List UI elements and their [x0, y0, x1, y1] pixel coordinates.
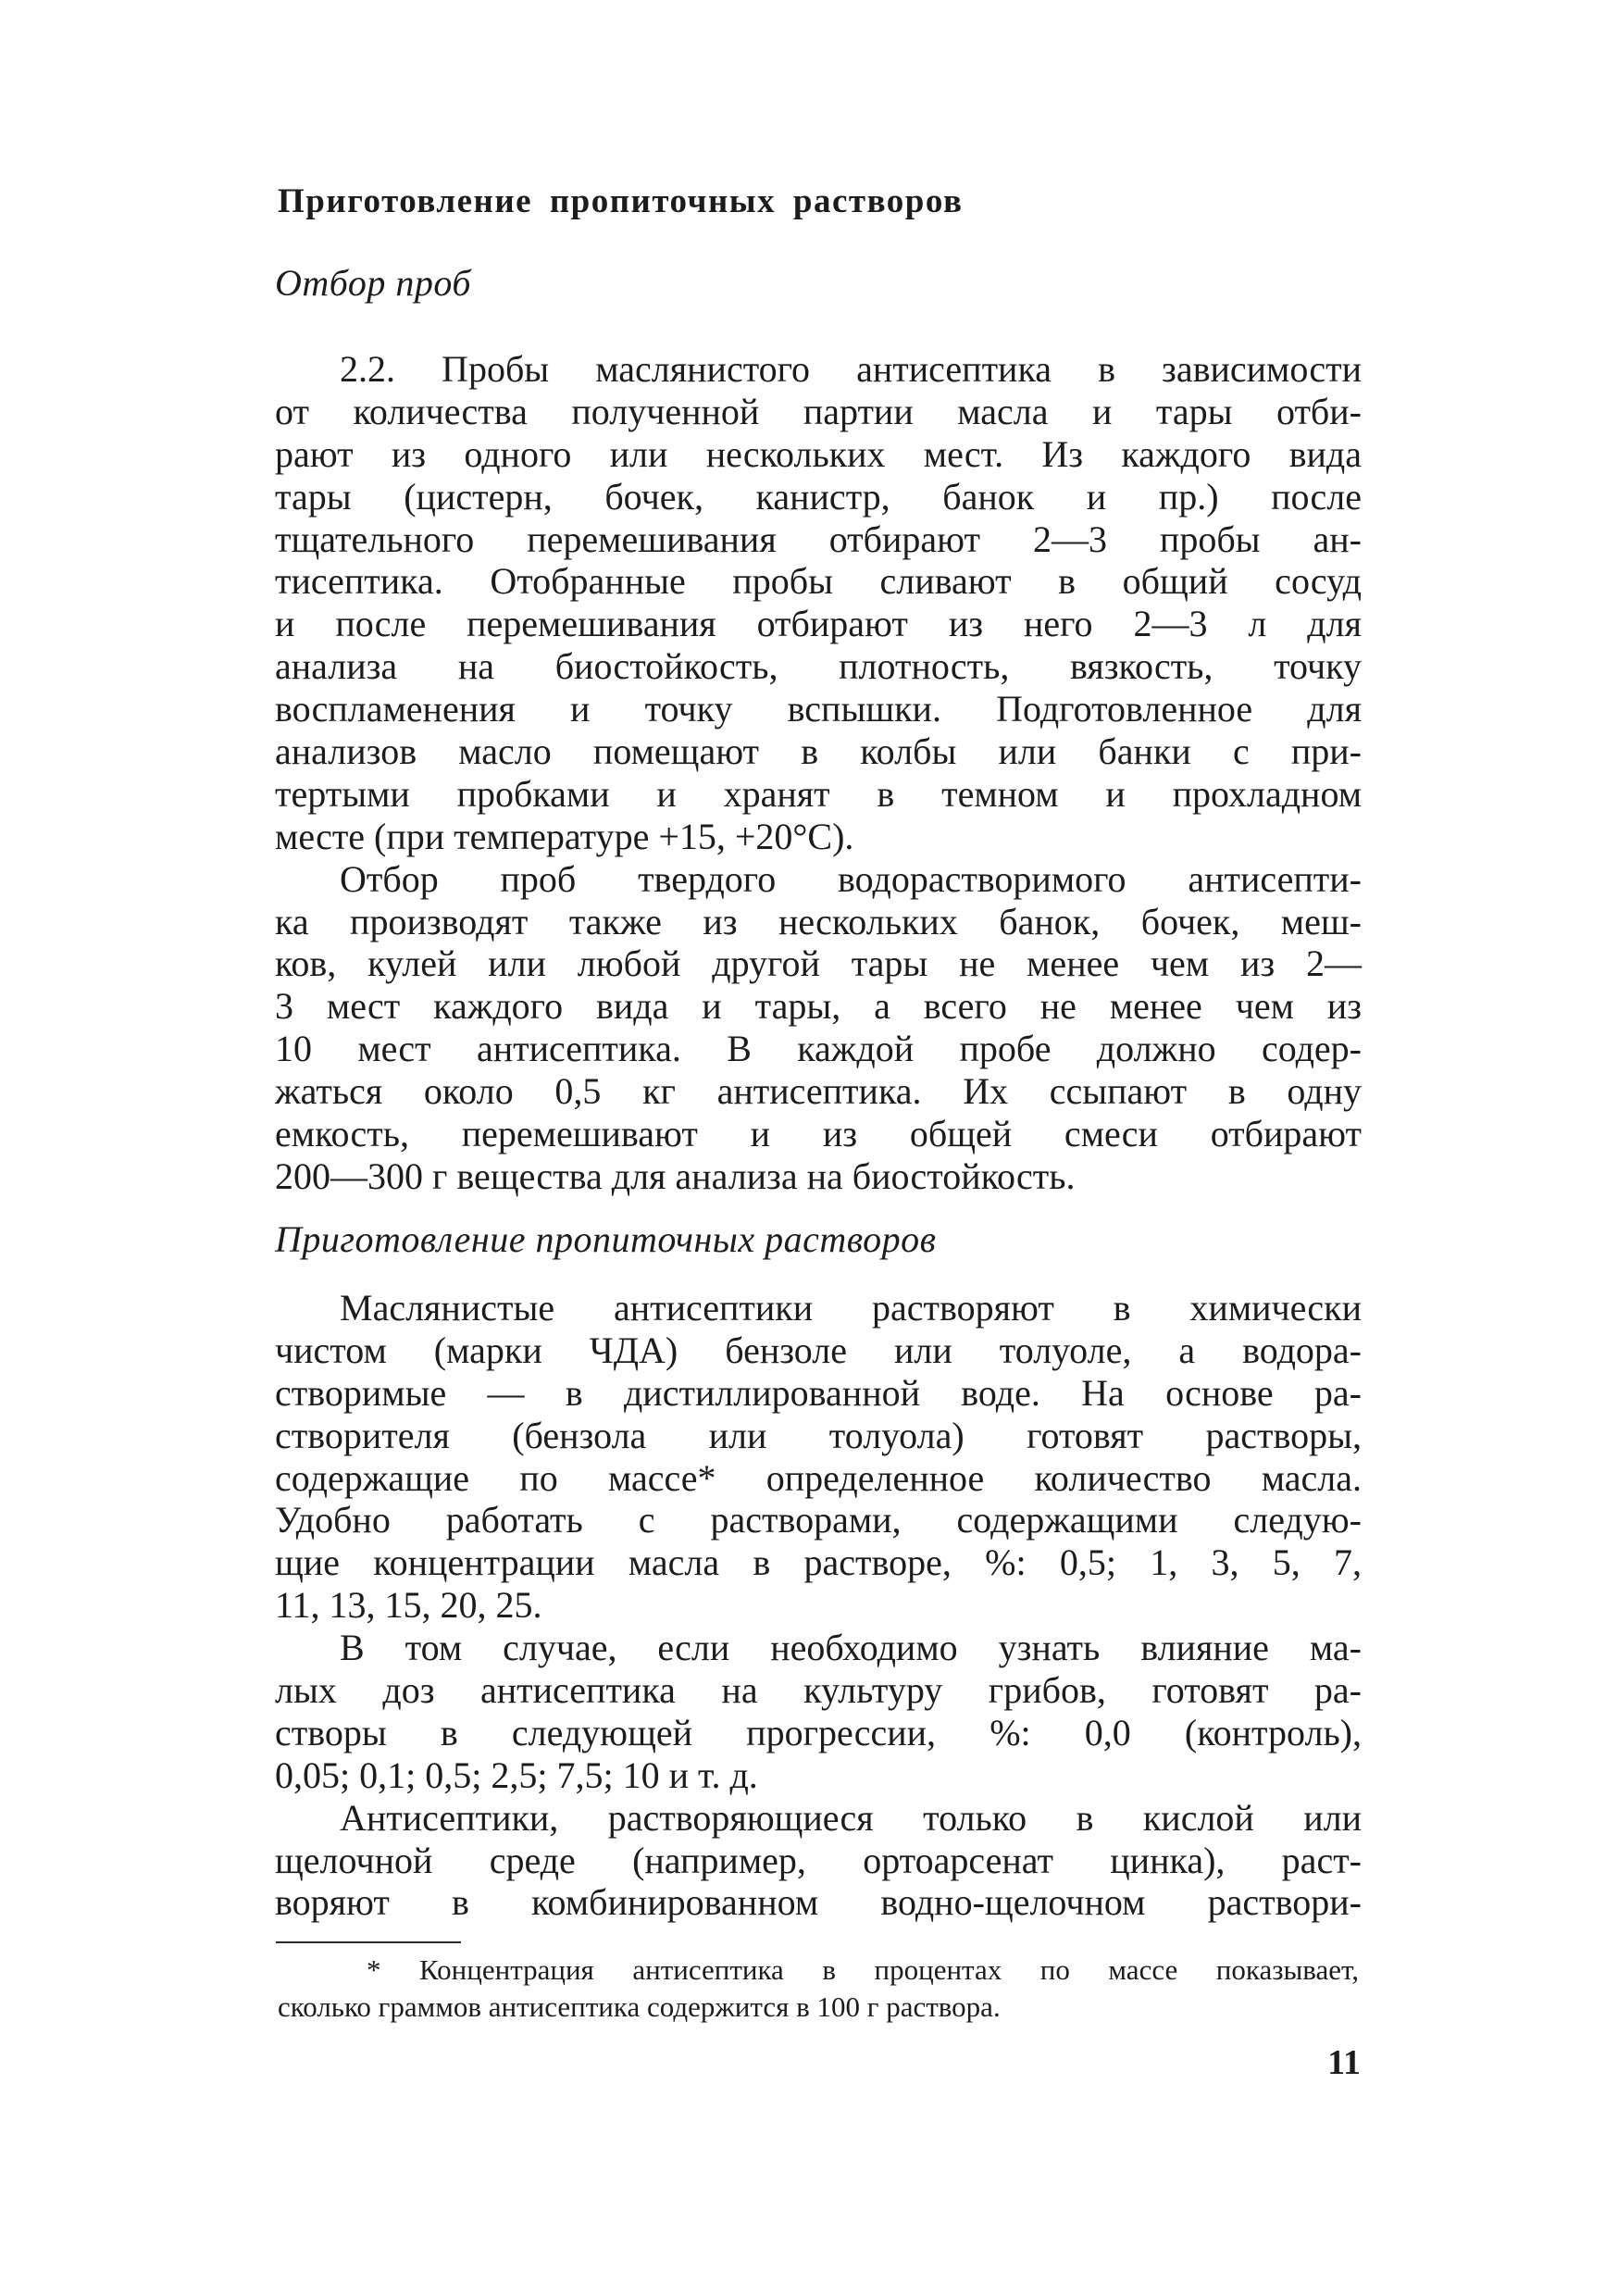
footnote-line: сколько граммов антисептика содержится в 100 г раствора. — [278, 1990, 1001, 2023]
text-line: жаться около 0,5 кг антисептика. Их ссыпают в одну — [275, 1070, 1362, 1113]
text-line: створы в следующей прогрессии, %: 0,0 (контроль), — [275, 1711, 1362, 1753]
section-preparation-body — [275, 1287, 1362, 1924]
text-line: створимые — в дистиллированной воде. На основе ра- — [275, 1371, 1362, 1414]
text-line: рают из одного или нескольких мест. Из каждого вида — [275, 432, 1362, 475]
text-line: 200—300 г вещества для анализа на биостойкость. — [275, 1154, 1076, 1197]
text-line: Удобно работать с растворами, содержащими следую- — [275, 1499, 1362, 1541]
text-line: емкость, перемешивают и из общей смеси отбирают — [275, 1113, 1362, 1155]
text-line: тщательного перемешивания отбирают 2—3 пробы ан- — [275, 518, 1362, 560]
text-line: 11, 13, 15, 20, 25. — [275, 1584, 542, 1627]
footnote-line: * Концентрация антисептика в процентах по массе показывает, — [367, 1953, 1359, 1986]
text-line: 10 мест антисептика. В каждой пробе должно содер- — [275, 1028, 1362, 1070]
text-line: и после перемешивания отбирают из него 2—3 л для — [275, 603, 1362, 645]
text-line: В том случае, если необходимо узнать влияние ма- — [340, 1627, 1362, 1669]
section-title-sampling: Отбор проб — [275, 262, 471, 304]
text-line: Отбор проб твердого водорастворимого антисепти- — [340, 857, 1362, 900]
text-line: ков, кулей или любой другой тары не менее чем из 2— — [275, 942, 1362, 985]
text-line: тары (цистерн, бочек, канистр, банок и пр.) после — [275, 475, 1362, 518]
text-line: от количества полученной партии масла и тары отби- — [275, 390, 1362, 432]
text-line: анализа на биостойкость, плотность, вязкость, точку — [275, 645, 1362, 688]
text-line: ка производят также из нескольких банок, бочек, меш- — [275, 900, 1362, 942]
text-line: створителя (бензола или толуола) готовят растворы, — [275, 1414, 1362, 1456]
text-line: содержащие по массе* определенное количество масла. — [275, 1456, 1362, 1499]
text-line: 3 мест каждого вида и тары, а всего не менее чем из — [275, 985, 1362, 1028]
text-line: 0,05; 0,1; 0,5; 2,5; 7,5; 10 и т. д. — [275, 1753, 758, 1796]
page-heading: Приготовление пропиточных растворов — [278, 182, 964, 220]
text-line: щелочной среде (например, ортоарсенат цинка), раст- — [275, 1839, 1362, 1881]
text-line: месте (при температуре +15, +20°С). — [275, 815, 854, 857]
section-sampling-body — [275, 348, 1362, 1198]
section-title-preparation: Приготовление пропиточных растворов — [275, 1218, 937, 1260]
text-line: щие концентрации масла в растворе, %: 0,5; 1, 3, 5, 7, — [275, 1541, 1362, 1584]
footnote-divider — [276, 1941, 461, 1943]
text-line: тертыми пробками и хранят в темном и прохладном — [275, 772, 1362, 815]
footnote — [278, 1952, 1359, 2026]
text-line: лых доз антисептика на культуру грибов, готовят ра- — [275, 1669, 1362, 1712]
text-line: анализов масло помещают в колбы или банки с при- — [275, 730, 1362, 773]
text-line: воспламенения и точку вспышки. Подготовленное для — [275, 688, 1362, 730]
text-line: Антисептики, растворяющиеся только в кислой или — [340, 1796, 1362, 1839]
page-number: 11 — [1327, 2043, 1361, 2082]
text-line: тисептика. Отобранные пробы сливают в общий сосуд — [275, 560, 1362, 603]
text-line: воряют в комбинированном водно-щелочном раствори- — [275, 1881, 1362, 1924]
text-line: чистом (марки ЧДА) бензоле или толуоле, а водора- — [275, 1329, 1362, 1371]
text-line: 2.2. Пробы маслянистого антисептика в зависимости — [340, 348, 1362, 390]
text-line: Маслянистые антисептики растворяют в химически — [340, 1287, 1362, 1329]
